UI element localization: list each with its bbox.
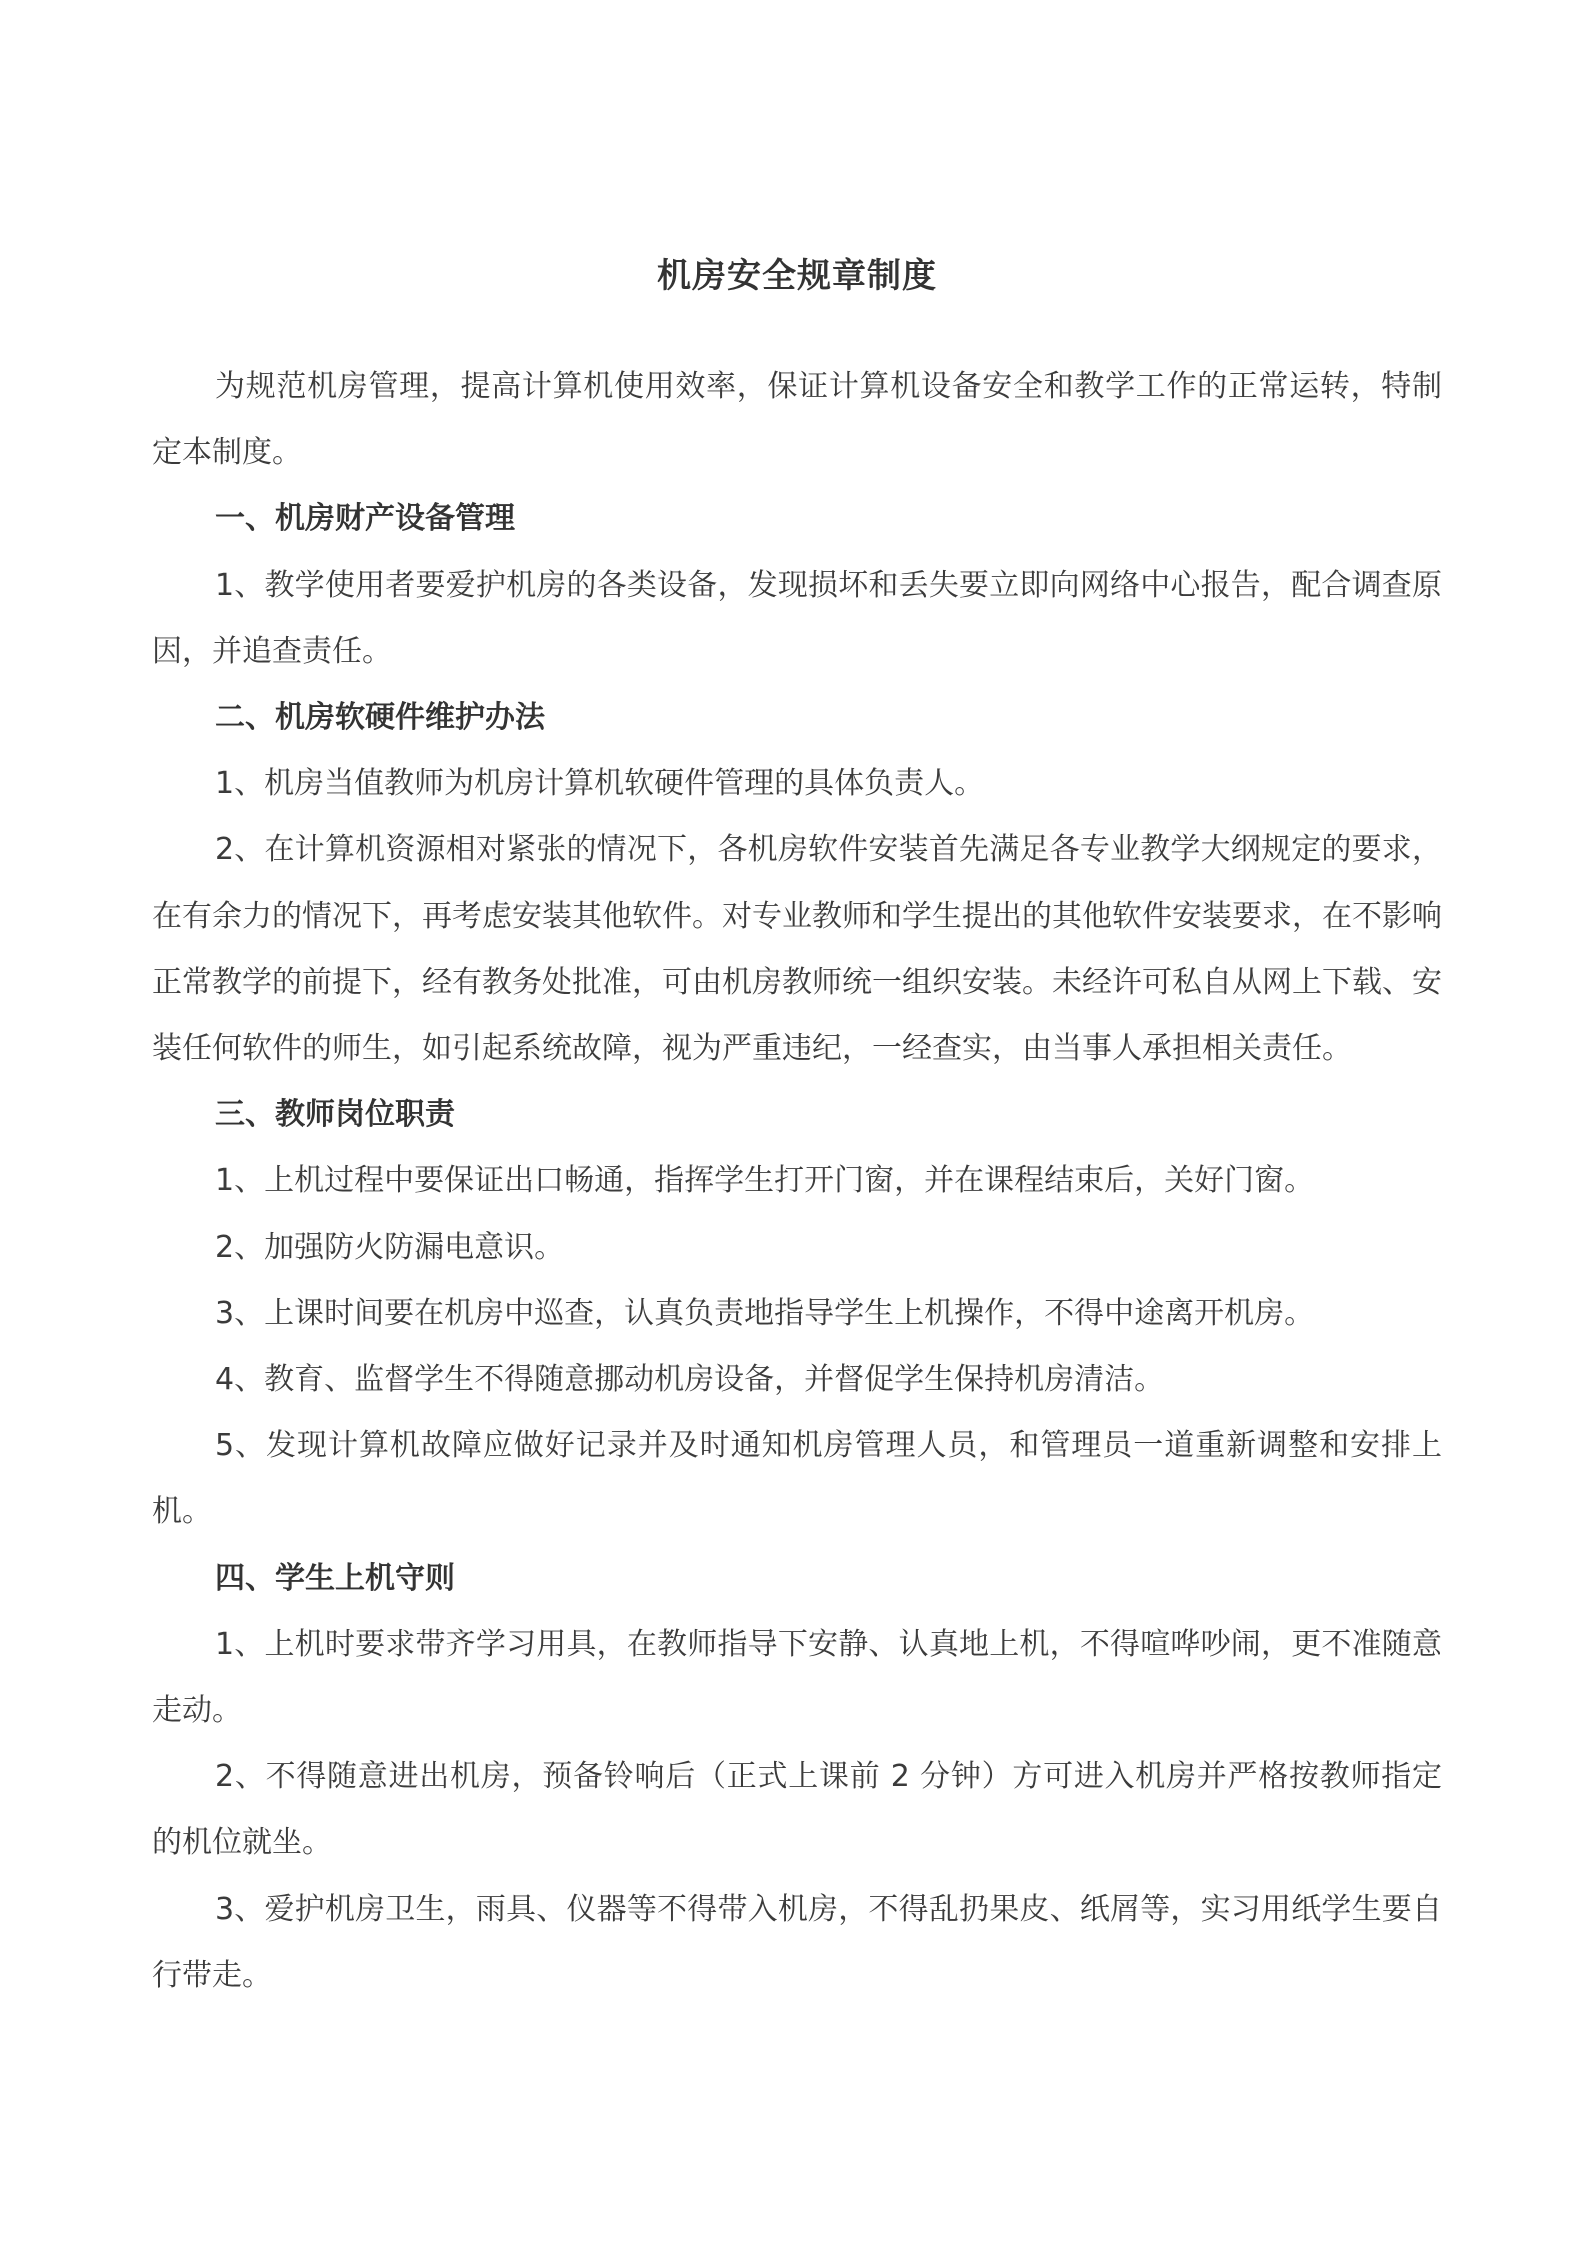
section-item: 1、教学使用者要爱护机房的各类设备，发现损坏和丢失要立即向网络中心报告，配合调查原因，并追查责任。	[152, 567, 1442, 669]
section-item: 2、不得随意进出机房，预备铃响后（正式上课前 2 分钟）方可进入机房并严格按教师指定的机位就坐。	[152, 1759, 1442, 1861]
section-item: 3、上课时间要在机房中巡查，认真负责地指导学生上机操作，不得中途离开机房。	[215, 1295, 1315, 1331]
intro-paragraph: 为规范机房管理，提高计算机使用效率，保证计算机设备安全和教学工作的正常运转，特制定本制度。	[152, 369, 1442, 471]
section-item: 1、上机时要求带齐学习用具，在教师指导下安静、认真地上机，不得喧哗吵闹，更不准随意走动。	[152, 1626, 1442, 1729]
section-item: 1、机房当值教师为机房计算机软硬件管理的具体负责人。	[215, 766, 985, 802]
document-body	[152, 354, 1442, 2009]
section-student-rules	[152, 1546, 1442, 2009]
section-item: 3、爱护机房卫生，雨具、仪器等不得带入机房，不得乱扔果皮、纸屑等，实习用纸学生要自行带走。	[152, 1891, 1442, 1993]
section-hardware-software-maintenance	[152, 685, 1442, 1082]
section-teacher-duties	[152, 1082, 1442, 1545]
section-heading: 二、机房软硬件维护办法	[215, 700, 545, 736]
section-item: 1、上机过程中要保证出口畅通，指挥学生打开门窗，并在课程结束后，关好门窗。	[215, 1163, 1315, 1199]
section-heading: 三、教师岗位职责	[215, 1097, 455, 1133]
section-item: 2、加强防火防漏电意识。	[215, 1229, 565, 1265]
section-item: 5、发现计算机故障应做好记录并及时通知机房管理人员，和管理员一道重新调整和安排上机。	[152, 1428, 1442, 1530]
section-property-management	[152, 486, 1442, 685]
document-title: 机房安全规章制度	[657, 256, 937, 296]
section-item: 4、教育、监督学生不得随意挪动机房设备，并督促学生保持机房清洁。	[215, 1362, 1165, 1398]
section-heading: 四、学生上机守则	[215, 1560, 455, 1596]
section-heading: 一、机房财产设备管理	[215, 501, 515, 537]
section-item: 2、在计算机资源相对紧张的情况下，各机房软件安装首先满足各专业教学大纲规定的要求，在有余力的情况下，再考虑安装其他软件。对专业教师和学生提出的其他软件安装要求，在不影响正常教学的前提下，经有教务处批准，可由机房教师统一组织安装。未经许可私自从网上下载、安装任何软件的师生，如引起系统故障，视为严重违纪，一经查实，由当事人承担相关责任。	[152, 832, 1442, 1067]
